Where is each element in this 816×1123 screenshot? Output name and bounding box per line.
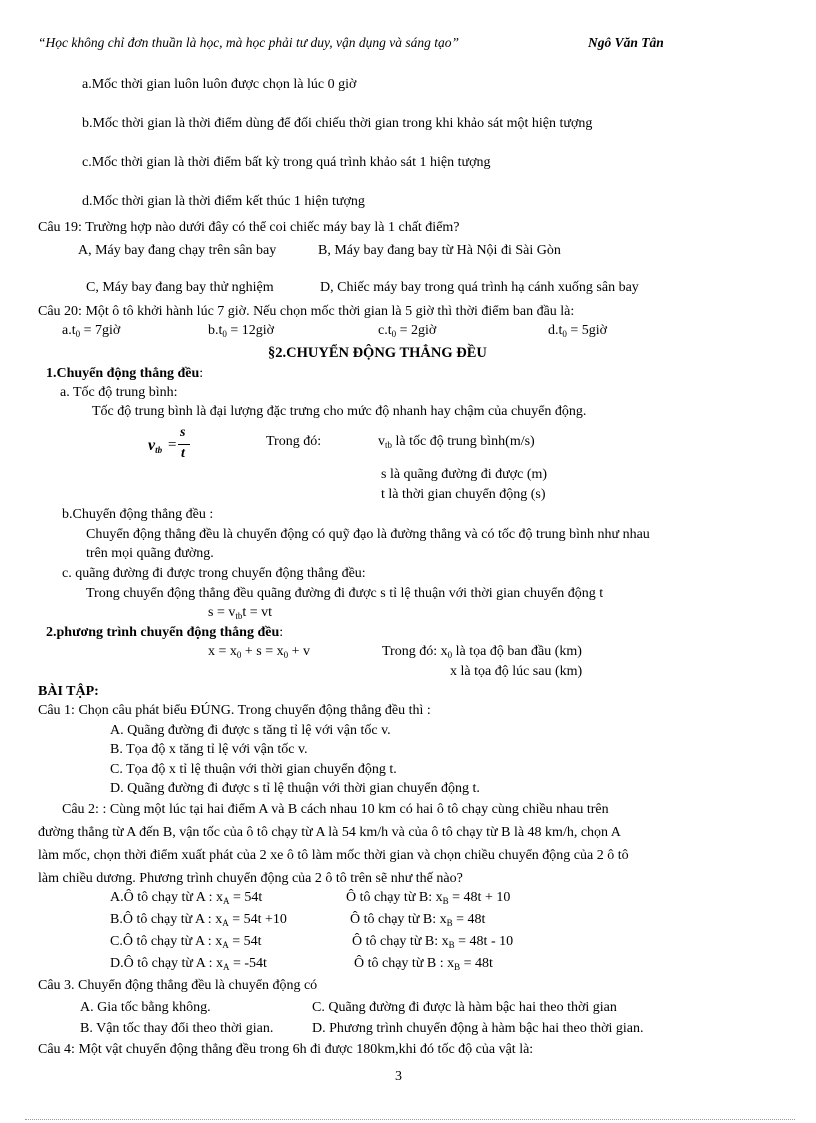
def-t: t là thời gian chuyển động (s) xyxy=(381,487,546,502)
header-quote: “Học không chỉ đơn thuần là học, mà học phải tư duy, vận dụng và sáng tạo” xyxy=(38,35,460,50)
def-v: $v_{tb}$ là tốc độ trung bình(m/s) xyxy=(378,434,535,450)
option-a: a.Mốc thời gian luôn luôn được chọn là lúc 0 giờ xyxy=(82,77,357,92)
exercise-2-line1: Câu 2: : Cùng một lúc tại hai điểm A và B cách nhau 10 km có hai ô tô chạy cùng chiều nhau trên xyxy=(62,802,609,817)
heading-2: 2.phương trình chuyển động thẳng đều: xyxy=(46,625,284,640)
exercise-4: Câu 4: Một vật chuyển động thẳng đều trong 6h đi được 180km,khi đó tốc độ của vật là: xyxy=(38,1042,534,1057)
ex3-option-c: C. Quãng đường đi được là hàm bậc hai theo thời gian xyxy=(312,1000,617,1015)
ex2-option-c-car-b: Ô tô chạy từ B: $x_B = 48t - 10$ xyxy=(352,934,514,950)
option-b: b.Mốc thời gian là thời điểm dùng để đối chiếu thời gian trong khi khảo sát một hiện tượng xyxy=(82,116,593,131)
subheading-b: b.Chuyển động thẳng đều : xyxy=(62,507,214,522)
heading-1: 1.Chuyển động thẳng đều: xyxy=(46,366,204,381)
formula-numerator: s xyxy=(180,425,186,440)
ex3-option-a: A. Gia tốc bằng không. xyxy=(80,1000,211,1015)
exercise-2-line2: đường thẳng từ A đến B, vận tốc của ô tô chạy từ A là 54 km/h và của ô tô chạy từ B là 48 km/h, chọn A xyxy=(38,825,621,840)
formula-distance: $s = v_{tb}t$ = vt xyxy=(208,605,273,621)
subheading-c: c. quãng đường đi được trong chuyển động thẳng đều: xyxy=(62,566,366,581)
formula-average-speed xyxy=(148,426,198,464)
exercise-3: Câu 3. Chuyển động thẳng đều là chuyển động có xyxy=(38,978,318,993)
header-author: Ngô Văn Tân xyxy=(588,35,664,50)
ex1-option-c: C. Tọa độ x tỉ lệ thuận với thời gian chuyển động t. xyxy=(110,762,397,777)
ex1-option-d: D. Quãng đường đi được s tỉ lệ thuận với thời gian chuyển động t. xyxy=(110,781,480,796)
exercise-2-line3: làm mốc, chọn thời điểm xuất phát của 2 xe ô tô làm mốc thời gian và chọn chiều chuyển động của 2 ô tô xyxy=(38,848,629,863)
section-title: §2.CHUYỂN ĐỘNG THẲNG ĐỀU xyxy=(268,345,487,361)
formula-position: $x = x_0 + s = x_0 + v$ xyxy=(208,644,311,660)
ex2-option-d-car-b: Ô tô chạy từ B : $x_B = 48t$ xyxy=(354,956,493,972)
page-bottom-rule xyxy=(25,1119,795,1120)
ex2-option-a-car-a: A.Ô tô chạy từ A : $x_A = 54t$ xyxy=(110,890,263,906)
where-label: Trong đó: xyxy=(266,434,322,449)
formula-denominator: t xyxy=(181,446,185,461)
fraction-bar xyxy=(178,444,190,445)
subheading-a: a. Tốc độ trung bình: xyxy=(60,385,178,400)
formula-v: $v_{tb}$ xyxy=(148,437,163,455)
ex3-option-b: B. Vận tốc thay đổi theo thời gian. xyxy=(80,1021,274,1036)
q19-option-b: B, Máy bay đang bay từ Hà Nội đi Sài Gòn xyxy=(318,243,561,258)
option-c: c.Mốc thời gian là thời điểm bất kỳ trong quá trình khảo sát 1 hiện tượng xyxy=(82,155,491,170)
paragraph-b-line2: trên mọi quãng đường. xyxy=(86,546,214,561)
ex1-option-b: B. Tọa độ x tăng tỉ lệ với vận tốc v. xyxy=(110,742,308,757)
question-19: Câu 19: Trường hợp nào dưới đây có thể coi chiếc máy bay là 1 chất điểm? xyxy=(38,220,460,235)
ex1-option-a: A. Quãng đường đi được s tăng tỉ lệ với vận tốc v. xyxy=(110,723,391,738)
q20-option-a: $a.t_0$ = 7giờ xyxy=(62,323,121,339)
question-20: Câu 20: Một ô tô khởi hành lúc 7 giờ. Nếu chọn mốc thời gian là 5 giờ thì thời điểm ban đầu là: xyxy=(38,304,575,319)
paragraph-a: Tốc độ trung bình là đại lượng đặc trưng cho mức độ nhanh hay chậm của chuyển động. xyxy=(92,404,587,419)
ex2-option-a-car-b: Ô tô chạy từ B: $x_B = 48t + 10$ xyxy=(346,890,511,906)
q19-option-d: D, Chiếc máy bay trong quá trình hạ cánh xuống sân bay xyxy=(320,280,639,295)
ex2-option-b-car-b: Ô tô chạy từ B: $x_B = 48t$ xyxy=(350,912,486,928)
paragraph-c: Trong chuyển động thẳng đều quãng đường đi được s tỉ lệ thuận với thời gian chuyển động t xyxy=(86,586,604,601)
paragraph-b-line1: Chuyển động thẳng đều là chuyển động có quỹ đạo là đường thẳng và có tốc độ trung bình như nhau xyxy=(86,527,650,542)
ex2-option-b-car-a: B.Ô tô chạy từ A : $x_A = 54t +10$ xyxy=(110,912,287,928)
q19-option-a: A, Máy bay đang chạy trên sân bay xyxy=(78,243,277,258)
page-number: 3 xyxy=(395,1069,402,1084)
formula-equals: = xyxy=(168,437,177,453)
exercises-title: BÀI TẬP: xyxy=(38,684,99,699)
ex2-option-c-car-a: C.Ô tô chạy từ A : $x_A = 54t$ xyxy=(110,934,262,950)
q20-option-b: $b.t_0$ = 12giờ xyxy=(208,323,275,339)
def-x: x là tọa độ lúc sau (km) xyxy=(450,664,583,679)
def-s: s là quãng đường đi được (m) xyxy=(381,467,548,482)
exercise-2-line4: làm chiều dương. Phương trình chuyển động của 2 ô tô trên sẽ như thế nào? xyxy=(38,871,463,886)
option-d: d.Mốc thời gian là thời điểm kết thúc 1 hiện tượng xyxy=(82,194,365,209)
q20-option-c: $c.t_0$ = 2giờ xyxy=(378,323,437,339)
ex3-option-d: D. Phương trình chuyển động à hàm bậc hai theo thời gian. xyxy=(312,1021,644,1036)
q20-option-d: $d.t_0$ = 5giờ xyxy=(548,323,608,339)
q19-option-c: C, Máy bay đang bay thử nghiệm xyxy=(86,280,274,295)
exercise-1: Câu 1: Chọn câu phát biểu ĐÚNG. Trong chuyển động thẳng đều thì : xyxy=(38,703,431,718)
def-x0: Trong đó: $x_0$ là tọa độ ban đầu (km) xyxy=(382,644,582,660)
ex2-option-d-car-a: D.Ô tô chạy từ A : $x_A = -54t$ xyxy=(110,956,267,972)
